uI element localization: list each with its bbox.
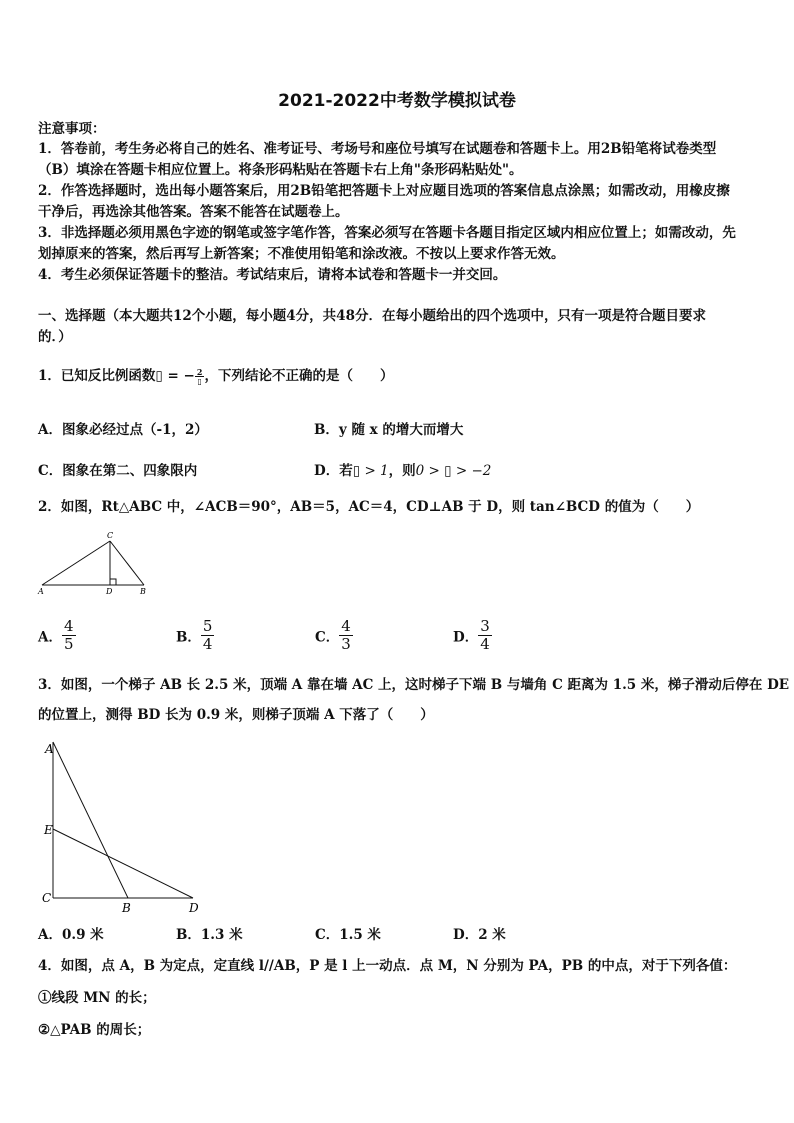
q2-opt-c-den: 3: [341, 635, 351, 653]
notice-line: 1．答卷前，考生务必将自己的姓名、准考证号、考场号和座位号填写在试题卷和答题卡上。用2B铅笔将试卷类型: [38, 141, 717, 157]
q2-opt-a-num: 4: [63, 617, 74, 635]
q3-label-d: D: [189, 901, 199, 915]
q1-func-var: ▯: [155, 368, 163, 384]
q1-frac-num: 2: [196, 367, 203, 377]
q2-opt-b-label: B．: [176, 629, 201, 646]
q1-optd-mid: ，则: [388, 463, 416, 479]
notice-line: （B）填涂在答题卡相应位置上。将条形码粘贴在答题卡右上角"条形码粘贴处"。: [38, 162, 523, 178]
q3-ladder-figure: [38, 736, 208, 916]
q3-option-c: C．1.5 米: [315, 927, 381, 943]
q2-option-d: [453, 618, 492, 653]
q3-option-d: D．2 米: [453, 927, 506, 943]
q3-label-a: A: [45, 742, 54, 756]
question-3-line2: 的位置上，测得 BD 长为 0.9 米，则梯子顶端 A 下落了（ ）: [38, 707, 434, 723]
q1-option-b: B．y 随 x 的增大而增大: [314, 422, 464, 438]
q4-item-1: ①线段 MN 的长；: [38, 990, 156, 1006]
q2-opt-d-num: 3: [480, 617, 490, 635]
q2-label-a: A: [38, 587, 44, 596]
q2-opt-b-num: 5: [202, 617, 213, 635]
q3-label-c: C: [42, 891, 52, 905]
q2-opt-c-label: C．: [315, 629, 340, 646]
question-1: [38, 366, 393, 386]
question-2: 2．如图，Rt△ABC 中，∠ACB＝90°，AB＝5，AC＝4，CD⊥AB 于 D，则 tan∠BCD 的值为（ ）: [38, 499, 700, 515]
q1-option-d: [314, 461, 491, 481]
q2-opt-c-frac: [339, 618, 353, 653]
q1-option-a: A．图象必经过点（-1，2）: [38, 422, 208, 438]
q2-option-c: [315, 618, 353, 653]
section-heading: 一、选择题（本大题共12个小题，每小题4分，共48分．在每小题给出的四个选项中，只有一项是符合题目要求: [38, 308, 706, 324]
notice-line: 2．作答选择题时，选出每小题答案后，用2B铅笔把答题卡上对应题目选项的答案信息点涂黑；如需改动，用橡皮擦: [38, 183, 730, 199]
q2-opt-a-den: 5: [63, 635, 74, 653]
q2-option-b: [176, 618, 214, 653]
q3-ladder-ab: [53, 742, 128, 898]
question-3-line1: 3．如图，一个梯子 AB 长 2.5 米，顶端 A 靠在墙 AC 上，这时梯子下端 B 与墙角 C 距离为 1.5 米，梯子滑动后停在 DE: [38, 677, 790, 693]
section-heading-cont: 的．）: [38, 329, 72, 345]
question-4: 4．如图，点 A，B 为定点，定直线 l//AB，P 是 l 上一动点．点 M，N 分别为 PA，PB 的中点，对于下列各值：: [38, 958, 737, 974]
q2-segment-ac: [42, 541, 110, 585]
q1-optd-prefix: D．若: [314, 463, 353, 479]
q2-opt-d-label: D．: [453, 629, 479, 646]
q2-opt-d-den: 4: [480, 635, 490, 653]
q1-optd-math2: 0 > ▯ > −2: [415, 463, 492, 479]
q2-label-d: D: [106, 587, 113, 596]
q3-option-a: A．0.9 米: [38, 927, 104, 943]
q2-opt-b-frac: [201, 618, 215, 653]
notice-line: 4．考生必须保证答题卡的整洁。考试结束后，请将本试卷和答题卡一并交回。: [38, 267, 507, 283]
q1-prefix: 1．已知反比例函数: [38, 368, 156, 384]
q1-func-eq: = −: [162, 368, 195, 384]
notice-line: 干净后，再选涂其他答案。答案不能答在试题卷上。: [38, 204, 349, 220]
q4-item-2: ②△PAB 的周长；: [38, 1022, 151, 1038]
q1-frac-den: ▯: [197, 376, 202, 386]
notice-line: 3．非选择题必须用黑色字迹的钢笔或签字笔作答，答案必须写在答题卡各题目指定区域内相应位置上；如需改动，先: [38, 225, 736, 241]
q3-label-b: B: [122, 901, 131, 915]
q2-right-angle-mark: [110, 579, 116, 585]
notice-line: 划掉原来的答案，然后再写上新答案；不准使用铅笔和涂改液。不按以上要求作答无效。: [38, 246, 565, 262]
q1-optd-math1: ▯ > 1: [352, 463, 389, 479]
notice-heading: 注意事项：: [38, 121, 106, 137]
q2-opt-d-frac: [478, 618, 492, 653]
q2-opt-c-num: 4: [341, 617, 351, 635]
q2-label-c: C: [107, 531, 114, 540]
q3-option-b: B．1.3 米: [176, 927, 243, 943]
q3-label-e: E: [44, 823, 53, 837]
q2-option-a: [38, 618, 76, 653]
q2-triangle-figure: [36, 528, 152, 598]
page-title: 2021-2022中考数学模拟试卷: [278, 91, 516, 111]
q2-opt-a-label: A．: [38, 629, 62, 646]
q1-suffix: ，下列结论不正确的是（ ）: [204, 368, 394, 384]
q2-opt-b-den: 4: [202, 635, 213, 653]
q2-segment-bc: [110, 541, 144, 585]
q2-opt-a-frac: [62, 618, 76, 653]
q2-label-b: B: [140, 587, 146, 596]
q1-option-c: C．图象在第二、四象限内: [38, 463, 198, 479]
